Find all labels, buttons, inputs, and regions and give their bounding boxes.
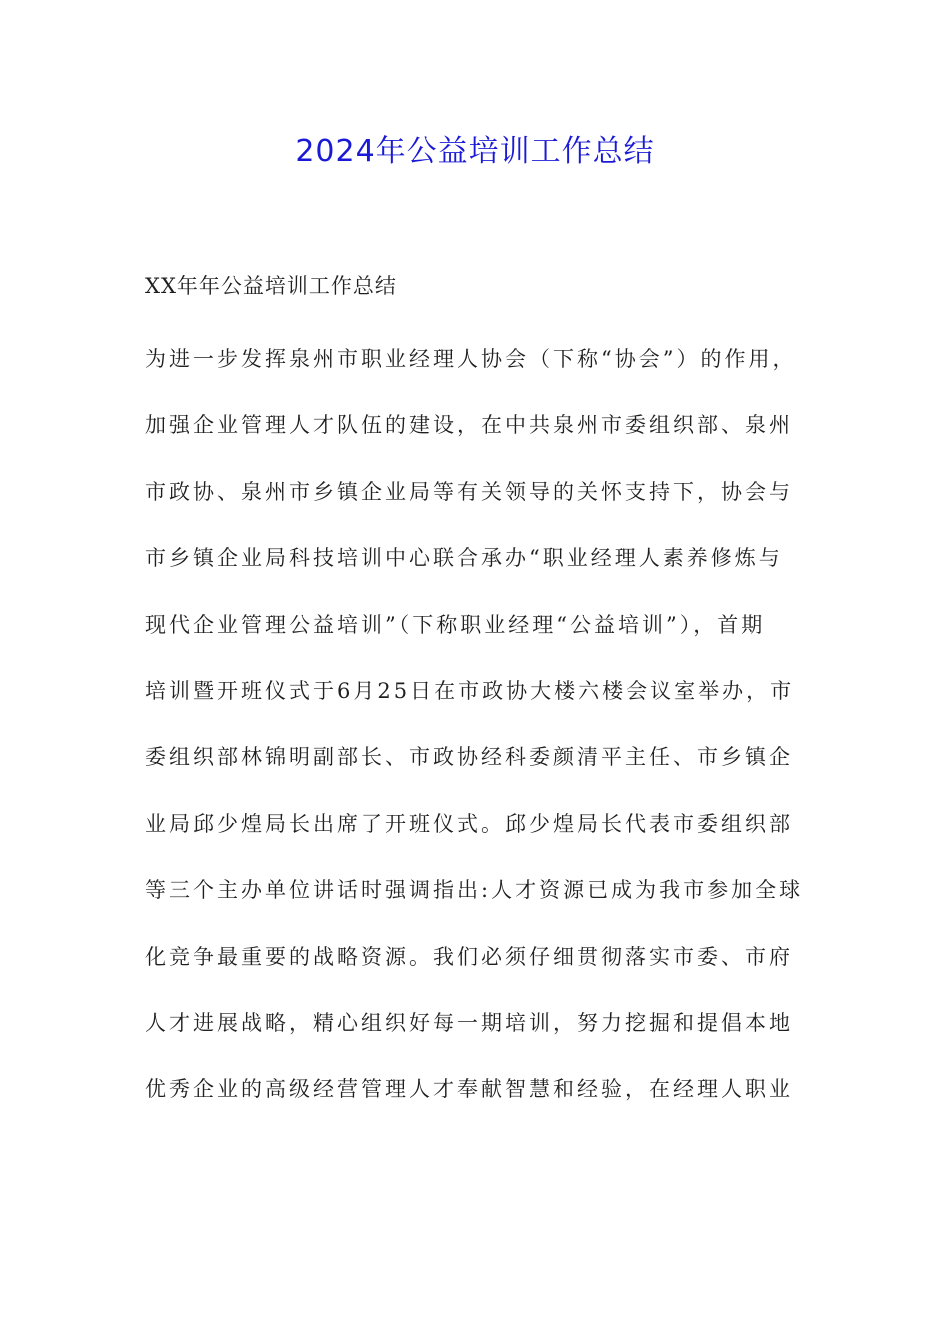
body-line: 为进一步发挥泉州市职业经理人协会（下称“协会”）的作用， [145, 347, 797, 371]
body-line: 现代企业管理公益培训”（下称职业经理“公益培训”），首期 [145, 612, 766, 637]
body-text [145, 326, 825, 1123]
body-line: 业局邱少煌局长出席了开班仪式。邱少煌局长代表市委组织部 [145, 811, 793, 836]
body-line: 等三个主办单位讲话时强调指出:人才资源已成为我市参加全球 [145, 878, 804, 903]
document-subtitle: XX年年公益培训工作总结 [145, 274, 397, 298]
body-line: 委组织部林锦明副部长、市政协经科委颜清平主任、市乡镇企 [145, 745, 793, 770]
paragraph-gap [145, 312, 825, 326]
body-line: 市乡镇企业局科技培训中心联合承办“职业经理人素养修炼与 [145, 546, 783, 571]
body-line: 优秀企业的高级经营管理人才奉献智慧和经验，在经理人职业 [145, 1077, 793, 1102]
body-line: 市政协、泉州市乡镇企业局等有关领导的关怀支持下，协会与 [145, 479, 793, 504]
document-body [145, 260, 825, 1123]
body-line: 加强企业管理人才队伍的建设，在中共泉州市委组织部、泉州 [145, 413, 793, 438]
body-line: 培训暨开班仪式于6月25日在市政协大楼六楼会议室举办，市 [145, 678, 795, 703]
body-line: 人才进展战略，精心组织好每一期培训，努力挖掘和提倡本地 [145, 1010, 793, 1035]
body-line: 化竞争最重要的战略资源。我们必须仔细贯彻落实市委、市府 [145, 944, 793, 969]
document-title: 2024年公益培训工作总结 [295, 134, 655, 169]
